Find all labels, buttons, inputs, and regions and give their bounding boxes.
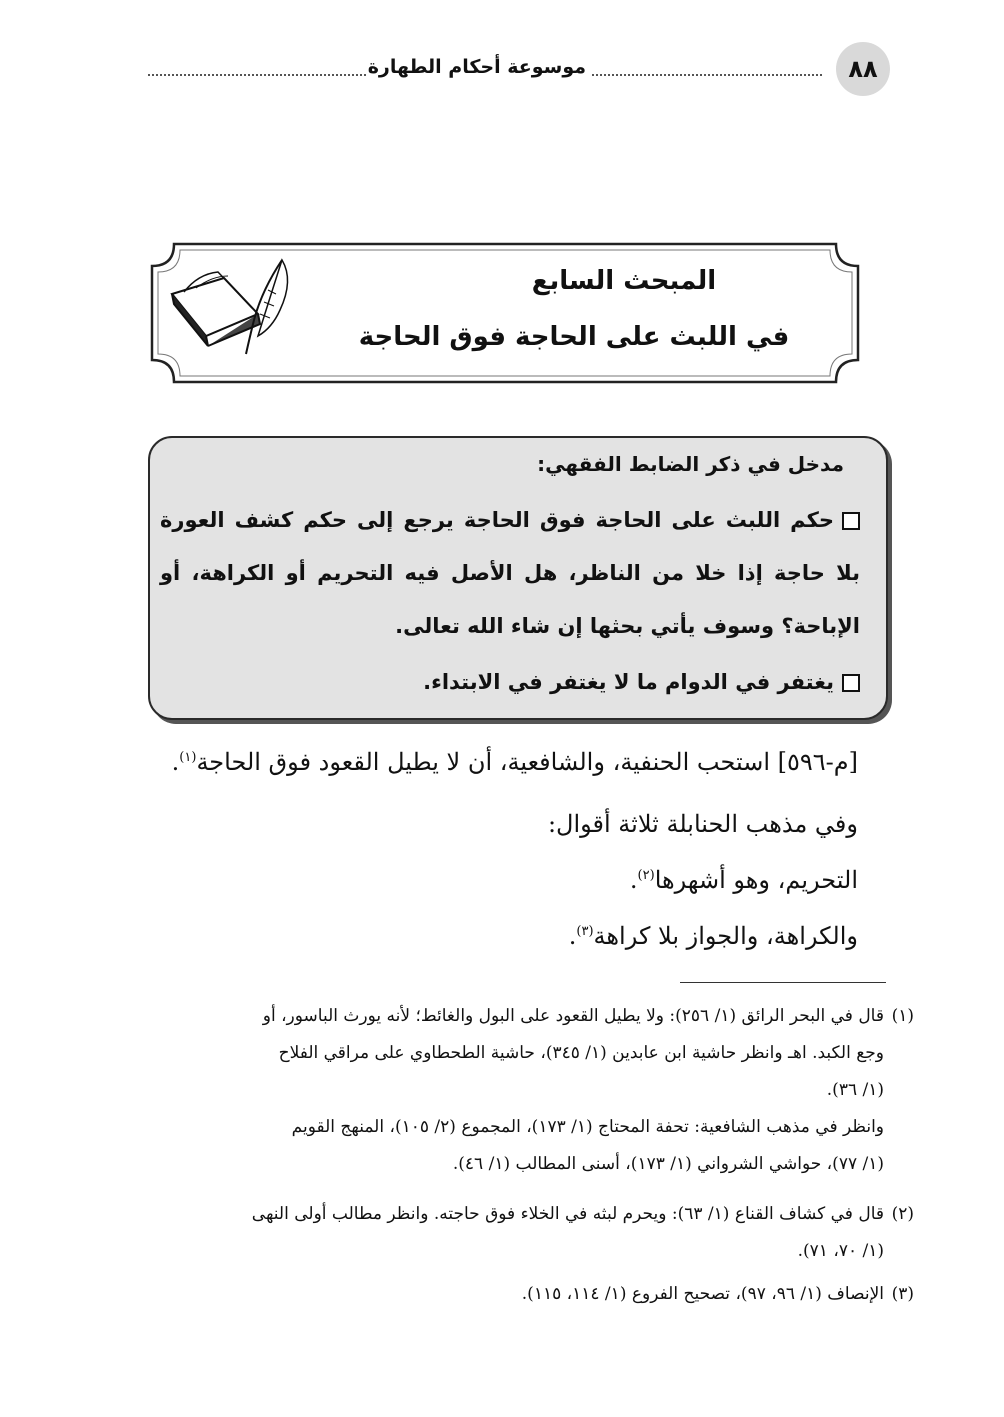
- footnote: [150, 1196, 914, 1270]
- book-quill-icon: [162, 250, 312, 362]
- footnote: [150, 998, 914, 1183]
- footnote-number: (١): [891, 1006, 914, 1026]
- footnote-line: وجع الكبد. اهـ وانظر حاشية ابن عابدين (١/ ٣٤٥)، حاشية الطحطاوي على مراقي الفلاح: [278, 1043, 884, 1063]
- checkbox-icon: [842, 674, 860, 692]
- section-subtitle: في اللبث على الحاجة فوق الحاجة: [358, 322, 790, 352]
- body-paragraph: وفي مذهب الحنابلة ثلاثة أقوال:: [547, 810, 858, 838]
- footnote-number: (٣): [891, 1284, 914, 1304]
- body-paragraph: [م-٥٩٦] استحب الحنفية، والشافعية، أن لا يطيل القعود فوق الحاجة$^{(١)}$.: [171, 748, 858, 776]
- intro-heading: مدخل في ذكر الضابط الفقهي:: [537, 452, 844, 476]
- footnote-ref: (١): [179, 750, 197, 765]
- footnote-number: (٢): [891, 1204, 914, 1224]
- header-rule-left: [148, 74, 366, 76]
- intro-box: [148, 436, 888, 720]
- header-rule-right: [592, 74, 822, 76]
- checkbox-icon: [842, 512, 860, 530]
- section-title: المبحث السابع: [531, 266, 717, 296]
- running-title: موسوعة أحكام الطهارة: [367, 56, 586, 78]
- footnote-separator: [680, 982, 886, 983]
- footnote-ref: (٣): [576, 924, 594, 939]
- intro-item-text: حكم اللبث على الحاجة فوق الحاجة يرجع إلى حكم كشف العورة بلا حاجة إذا خلا من الناظر، هل الأصل فيه التحريم أو الكراهة، أو الإباحة؟ وسوف يأتي بحثها إن شاء الله تعالى.: [160, 508, 860, 638]
- footnote-line: (١/ ٧٠، ٧١).: [797, 1241, 884, 1261]
- page-number: ٨٨: [836, 42, 890, 96]
- footnote-line: الإنصاف (١/ ٩٦، ٩٧)، تصحيح الفروع (١/ ١١٤، ١١٥).: [521, 1284, 884, 1304]
- intro-item-text: يغتفر في الدوام ما لا يغتفر في الابتداء.: [423, 670, 834, 694]
- footnote-line: قال في كشاف القناع (١/ ٦٣): ويحرم لبثه في الخلاء فوق حاجته. وانظر مطالب أولى النهى: [251, 1204, 884, 1224]
- intro-item: [160, 656, 860, 709]
- body-paragraph: التحريم، وهو أشهرها$^{(٢)}$.: [629, 866, 858, 894]
- body-paragraph: والكراهة، والجواز بلا كراهة$^{(٣)}$.: [568, 922, 858, 950]
- footnote-line: وانظر في مذهب الشافعية: تحفة المحتاج (١/ ١٧٣)، المجموع (٢/ ١٠٥)، المنهج القويم: [291, 1117, 884, 1137]
- footnote-line: قال في البحر الرائق (١/ ٢٥٦): ولا يطيل القعود على البول والغائط؛ لأنه يورث الباسور، أو: [262, 1006, 884, 1026]
- footnote: [150, 1276, 914, 1313]
- footnote-line: (١/ ٣٦).: [826, 1080, 884, 1100]
- intro-item: [160, 494, 860, 653]
- footnote-ref: (٢): [637, 868, 655, 883]
- section-banner: [144, 236, 866, 390]
- footnote-line: (١/ ٧٧)، حواشي الشرواني (١/ ١٧٣)، أسنى المطالب (١/ ٤٦).: [452, 1154, 884, 1174]
